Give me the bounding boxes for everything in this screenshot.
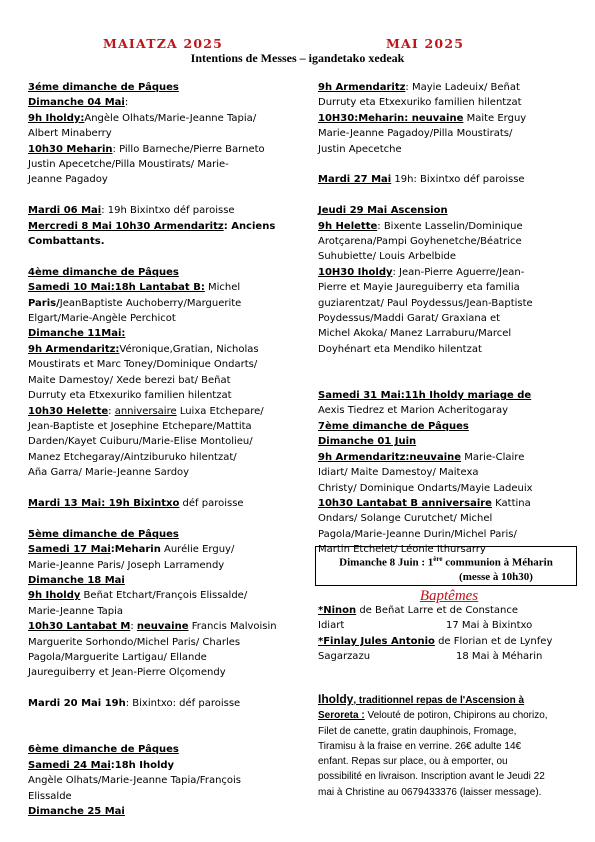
text-line: Mardi 27 Mai 19h: Bixintxo déf paroisse [318,174,525,186]
section-title: 7ème dimanche de Pâques [318,420,469,432]
text-line: Suhubiette/ Louis Arbelbide [318,251,457,263]
text-line: Idiart/ Maite Damestoy/ Maitexa [318,467,479,479]
text-line: Filet de canette, gratin dauphinois, Fromage, [318,725,517,737]
text-line: Justin Apecetche [318,143,402,155]
baptemes-title: Baptêmes [419,588,479,604]
text-line: Seroreta : Velouté de potiron, Chipirons au chorizo, [318,710,548,722]
text-line: 10H30:Meharin: neuvaine Maite Erguy [318,112,527,124]
text-line: guziarentzat/ Paul Poydessus/Jean-Baptiste [318,297,533,309]
text-line: 9h Armendaritz:Véronique,Gratian, Nicholas [28,343,259,355]
text-line: 9h Helette: Bixente Lasselin/Dominique [318,220,523,232]
text-line: Mercredi 8 Mai 10h30 Armendaritz: Anciens [28,220,276,232]
date-line: Dimanche 11Mai: [28,328,126,340]
text-line: Samedi 10 Mai:18h Lantabat B: Michel [28,282,241,294]
text-line: Justin Apecetche/Pilla Moustirats/ Marie- [28,159,229,171]
date-line: Dimanche 25 Mai [28,805,125,817]
bapteme-entry: *Finlay Jules Antonio de Florian et de Lynfey [318,635,553,647]
text-line: 10h30 Lantabat B anniversaire Kattina [318,497,531,509]
text-line: possibilité en livraison. Inscription avant le Jeudi 22 [318,771,545,783]
date-line: Dimanche 01 Juin [318,436,417,448]
text-line: Jaureguiberry et Jean-Pierre Olçomendy [28,667,226,679]
text-line: Dimanche 04 Mai: [28,97,129,109]
text-line: Pagola/Marguerite Lartigau/ Ellande [28,651,207,663]
text-line: Durruty eta Etxexuriko familien hilentzat [28,390,232,402]
text-line: Samedi 17 Mai:Meharin Aurélie Erguy/ [28,544,235,556]
text-line: Doyhénart eta Mendiko hilentzat [318,343,482,355]
ascension-meal-notice [318,692,583,800]
text-line: Angèle Olhats/Marie-Jeanne Tapia/François [28,775,242,787]
text-line: Martin Etchelet/ Léonie Ithursarry [318,544,486,556]
text-line: Elgart/Marie-Angèle Perchicot [28,313,176,325]
text-line: Christy/ Dominique Ondarts/Mayie Ladeuix [318,482,533,494]
text-line: Pierre et Mayie Jaureguiberry eta familia [318,282,520,294]
text-line: 9h Iholdy Beñat Etchart/François Elissalde/ [28,590,248,602]
text-line: enfant. Repas sur place, ou à emporter, ou [318,756,508,768]
text-line: Albert Minaberry [28,128,112,140]
text-line: Poydessus/Maddi Garat/ Graxiana et [318,313,501,325]
text-line: Aexis Tiedrez et Marion Acheritogaray [318,405,509,417]
text-line: Elissalde [28,790,72,802]
title-french: MAI 2025 [386,36,465,51]
text-line: Marie-Jeanne Paris/ Joseph Larramendy [28,559,225,571]
text-line: Samedi 24 Mai:18h Iholdy [28,759,175,771]
text-line: 10H30 Iholdy: Jean-Pierre Aguerre/Jean- [318,266,525,278]
text-line: Marie-Jeanne Pagadoy/Pilla Moustirats/ [318,128,513,140]
text-line: 9h Iholdy:Angèle Olhats/Marie-Jeanne Tapia/ [28,112,257,124]
subtitle: Intentions de Messes – igandetako xedeak [190,51,405,65]
left-column [28,80,303,819]
bapteme-entry-detail: Idiart 17 Mai à Bixintxo [318,620,533,632]
bapteme-entry: *Ninon de Beñat Larre et de Constance [318,605,519,616]
text-line: Arotçarena/Pampi Goyhenetche/Béatrice [318,236,522,248]
text-line: Ondars/ Solange Curutchet/ Michel [318,513,493,525]
text-line: Mardi 06 Mai: 19h Bixintxo déf paroisse [28,205,235,217]
baptemes-list [318,603,583,665]
text-line: Jean-Baptiste et Josephine Etchepare/Mattita [28,420,252,432]
text-line: Maite Damestoy/ Xede berezi bat/ Beñat [28,374,231,386]
date-line: Dimanche 18 Mai [28,574,125,586]
right-column [318,80,580,558]
text-line: 10h30 Lantabat M: neuvaine Francis Malvoisin [28,621,277,633]
text-line: Mardi 20 Mai 19h: Bixintxo: déf paroisse [28,698,241,710]
text-line: Darden/Kayet Cuiburu/Marie-Elise Montolieu/ [28,436,253,448]
text-line: 9h Armendaritz: Mayie Ladeuix/ Beñat [318,82,520,93]
section-title: 3éme dimanche de Pâques [28,82,179,93]
title-basque: MAIATZA 2025 [103,36,224,51]
text-line: 10h30 Meharin: Pillo Barneche/Pierre Barneto [28,143,265,155]
text-line: Paris/JeanBaptiste Auchoberry/Marguerite [28,297,242,309]
communion-line: Dimanche 8 Juin : 1ère communion à Méharin [339,555,553,569]
text-line: mai à Christine au 0679433376 (laisser message). [318,786,542,798]
section-title: 6ème dimanche de Pâques [28,744,179,756]
text-line: Moustirats et Marc Toney/Dominique Ondarts/ [28,359,258,371]
section-title: 4ème dimanche de Pâques [28,266,179,278]
section-title: 5ème dimanche de Pâques [28,528,179,540]
text-line: 9h Armendaritz:neuvaine Marie-Claire [318,451,525,463]
communion-time: (messe à 10h30) [459,570,533,583]
text-line: Marie-Jeanne Tapia [28,605,124,617]
text-line: Marguerite Sorhondo/Michel Paris/ Charles [28,636,241,648]
text-line: Pagola/Marie-Jeanne Durin/Michel Paris/ [318,528,517,540]
text-line: Durruty eta Etxexuriko familien hilentzat [318,97,522,109]
text-line: Manez Etchegaray/Aintziburuko hilentzat/ [28,451,237,463]
text-line: Combattants. [28,236,105,248]
text-line: Mardi 13 Mai: 19h Bixintxo déf paroisse [28,497,244,509]
ascension-heading: Iholdy, traditionnel repas de l'Ascension à [318,692,525,706]
text-line: Tiramisu à la fraise en verrine. 26€ adulte 14€ [318,740,522,752]
text-line: Michel Akoka/ Manez Larraburu/Marcel [318,328,512,340]
text-line: 10h30 Helette: anniversaire Luixa Etchepare/ [28,405,264,417]
text-line: Jeanne Pagadoy [28,174,108,186]
section-title: Jeudi 29 Mai Ascension [318,205,448,217]
bapteme-entry-detail: Sagarzazu 18 Mai à Méharin [318,651,543,663]
text-line: Samedi 31 Mai:11h Iholdy mariage de [318,390,532,402]
communion-notice-box [315,546,577,586]
text-line: Aña Garra/ Marie-Jeanne Sardoy [28,467,190,479]
